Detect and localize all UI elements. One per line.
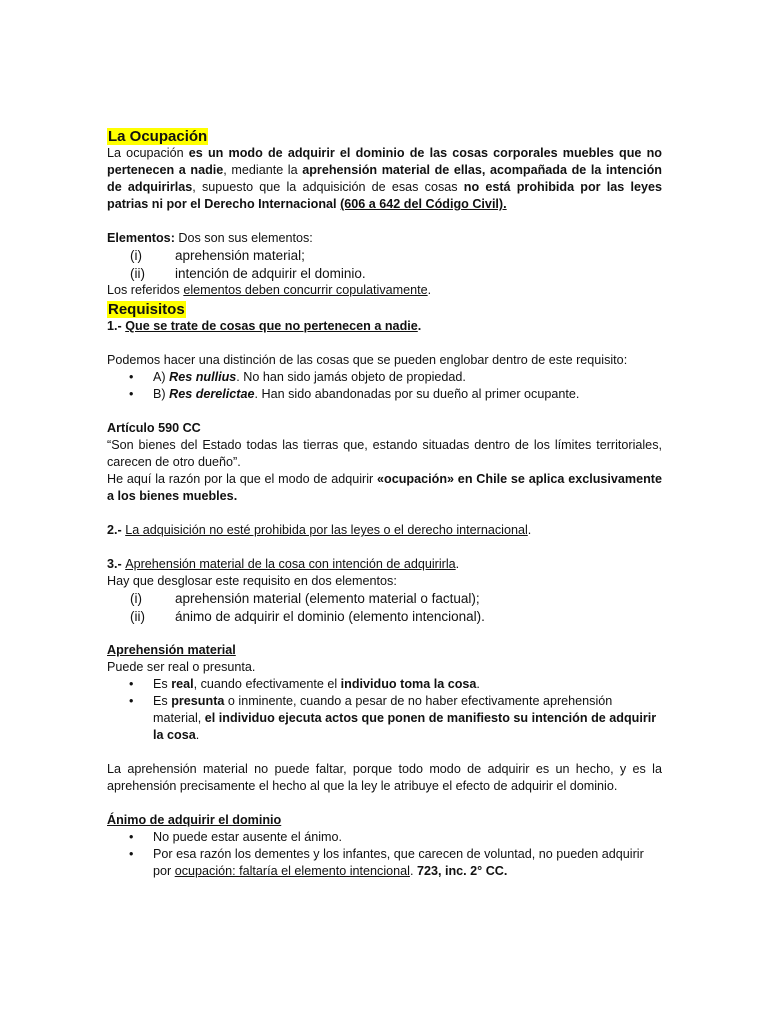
intro-bold: aprehensión material de ellas, acompañada de la intención de adquirirlas: [107, 163, 662, 194]
list-number: (ii): [130, 265, 145, 281]
list-number: (i): [130, 591, 142, 606]
requisito-end: .: [527, 523, 532, 537]
code-reference: 723, inc. 2° CC.: [416, 864, 508, 878]
bullet-underlined: ocupación: faltaría el elemento intencional: [174, 864, 410, 878]
list-item: [107, 608, 662, 626]
intro-paragraph: [107, 145, 662, 213]
bullet-icon: •: [129, 830, 134, 844]
requisitos-title: [107, 301, 662, 318]
intro-text: La ocupación: [107, 146, 189, 160]
bullet-text: Es: [153, 677, 172, 691]
articulo-title: Artículo 590 CC: [107, 421, 201, 435]
bullet-text: .: [409, 864, 417, 878]
animo-title: [107, 812, 662, 829]
razon-text: He aquí la razón por la que el modo de adquirir: [107, 472, 378, 486]
bullet-prefix: A): [153, 370, 170, 384]
list-number: (ii): [130, 608, 145, 624]
list-number: (i): [130, 248, 142, 263]
title-highlight: La Ocupación: [108, 128, 208, 145]
bullet-bold: real: [171, 677, 194, 691]
requisito-1: [107, 318, 662, 335]
bullet-bold: el individuo ejecuta actos que ponen de manifiesto su intención de adquirir la cosa: [153, 711, 657, 742]
aprehension-paragraph: La aprehensión material no puede faltar, porque todo modo de adquirir es un hecho, y es la aprehensión precisamente el hecho al que la ley le atribuye el efecto de adquirir el dominio.: [107, 762, 662, 793]
bullet-icon: •: [129, 677, 134, 691]
bullet-text: No puede estar ausente el ánimo.: [153, 830, 343, 844]
spacer: [107, 744, 662, 761]
list-item: [107, 829, 662, 846]
bullet-text: . Han sido abandonadas por su dueño al primer ocupante.: [254, 387, 580, 401]
aprehension-intro: Puede ser real o presunta.: [107, 660, 256, 674]
requisito-3: [107, 556, 662, 573]
conclusion-underlined: elementos deben concurrir copulativamente: [183, 283, 428, 297]
list-item: [107, 386, 662, 403]
list-item: [107, 247, 662, 265]
spacer: [107, 625, 662, 642]
animo-title-text: Ánimo de adquirir el dominio: [107, 813, 282, 827]
elementos-text: Dos son sus elementos:: [174, 231, 313, 245]
bullet-icon: •: [129, 847, 134, 861]
elementos-label: Elementos:: [107, 231, 175, 245]
bullet-bold: individuo toma la cosa: [340, 677, 477, 691]
list-item: [107, 676, 662, 693]
elementos-conclusion: [107, 282, 662, 299]
requisito-2: [107, 522, 662, 539]
list-item: [107, 693, 662, 744]
spacer: [107, 505, 662, 522]
bullet-text: , cuando efectivamente el: [193, 677, 341, 691]
latin-term: Res nullius: [169, 370, 237, 384]
requisito-end: .: [455, 557, 460, 571]
aprehension-title: [107, 642, 662, 659]
list-text: ánimo de adquirir el dominio (elemento intencional).: [175, 608, 485, 624]
intro-bold: no está prohibida por las leyes patrias ni por el Derecho Internacional: [107, 180, 662, 211]
list-text: intención de adquirir el dominio.: [175, 265, 366, 281]
list-item: [107, 369, 662, 386]
bullet-text: Es: [153, 694, 172, 708]
spacer: [107, 539, 662, 556]
conclusion-text: Los referidos: [107, 283, 184, 297]
razon-paragraph: [107, 471, 662, 505]
bullet-text: Por esa razón los dementes y los infantes, que carecen de voluntad, no pueden adquirir por: [153, 847, 644, 878]
aprehension-title-text: Aprehensión material: [107, 643, 236, 657]
bullet-icon: •: [129, 387, 134, 401]
requisito-number: 3.-: [107, 557, 126, 571]
distincion-paragraph: Podemos hacer una distinción de las cosas que se pueden englobar dentro de este requisito:: [107, 353, 628, 367]
page-title: [107, 128, 662, 145]
list-item: [107, 590, 662, 608]
desglose-text: Hay que desglosar este requisito en dos elementos:: [107, 574, 397, 588]
list-item: [107, 265, 662, 283]
bullet-text: .: [195, 728, 200, 742]
list-text: aprehensión material;: [175, 248, 305, 263]
bullet-icon: •: [129, 694, 134, 708]
bullet-bold: presunta: [171, 694, 225, 708]
spacer: [107, 213, 662, 230]
spacer: [107, 795, 662, 812]
bullet-icon: •: [129, 370, 134, 384]
requisito-text: Que se trate de cosas que no pertenecen a nadie: [125, 319, 418, 333]
spacer: [107, 335, 662, 352]
requisito-number: 2.-: [107, 523, 126, 537]
list-item: [107, 846, 662, 880]
razon-bold: «ocupación» en Chile se aplica exclusivamente a los bienes muebles.: [107, 472, 663, 503]
bullet-text: . No han sido jamás objeto de propiedad.: [236, 370, 466, 384]
elementos-heading: [107, 230, 662, 247]
document-page: [107, 128, 662, 880]
code-reference: (606 a 642 del Código Civil).: [340, 197, 507, 211]
bullet-prefix: B): [153, 387, 170, 401]
requisito-end: .: [417, 319, 422, 333]
requisito-text: Aprehensión material de la cosa con intención de adquirirla: [125, 557, 456, 571]
bullet-text: .: [476, 677, 480, 691]
intro-bold: es un modo de adquirir el dominio de las cosas corporales muebles que no pertenecen a nadie: [107, 146, 662, 177]
intro-text: , supuesto que la adquisición de esas cosas: [192, 180, 464, 194]
requisito-text: La adquisición no esté prohibida por las leyes o el derecho internacional: [125, 523, 528, 537]
latin-term: Res derelictae: [169, 387, 255, 401]
spacer: [107, 403, 662, 420]
articulo-quote: “Son bienes del Estado todas las tierras que, estando situadas dentro de los límites territoriales, carecen de otro dueño”.: [107, 438, 662, 469]
bullet-text: o inminente, cuando a pesar de no haber efectivamente aprehensión material,: [153, 694, 613, 725]
conclusion-text: .: [427, 283, 432, 297]
requisito-number: 1.-: [107, 319, 126, 333]
intro-text: , mediante la: [223, 163, 303, 177]
list-text: aprehensión material (elemento material o factual);: [175, 591, 480, 606]
requisitos-highlight: Requisitos: [108, 301, 185, 318]
